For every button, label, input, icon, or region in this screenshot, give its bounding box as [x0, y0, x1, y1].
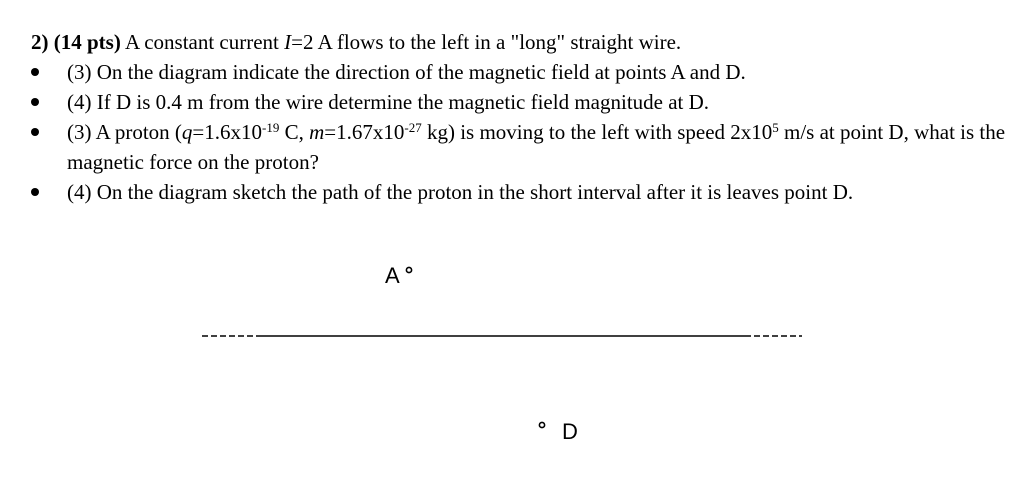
- point-a-label: A: [385, 263, 400, 288]
- subquestion-list: [31, 57, 1006, 207]
- subquestion-2-text: (4) If D is 0.4 m from the wire determine the magnetic field magnitude at D.: [67, 90, 710, 114]
- charge-variable: q: [181, 120, 193, 144]
- mass-variable: m: [309, 120, 325, 144]
- point-d-label: D: [562, 419, 578, 444]
- subquestion-3-text: (3) A proton ($q=1.6x10^{-19}$ C, $m=1.67x10^{-27}$ kg) is moving to the left with speed $2x10^5$ m/s at point D, what is the magnetic force on the proton?: [67, 120, 1006, 174]
- subquestion-2: [31, 87, 1006, 117]
- current-variable: I: [284, 30, 292, 54]
- problem-intro-b: =2 A flows to the left in a "long" straight wire.: [291, 30, 682, 54]
- mass-exponent: -27: [404, 120, 422, 135]
- problem-header: [31, 27, 1006, 57]
- point-d-marker: [539, 422, 544, 427]
- charge-exponent: -19: [262, 120, 280, 135]
- subquestion-4: [31, 177, 1006, 207]
- subquestion-1-text: (3) On the diagram indicate the direction of the magnetic field at points A and D.: [67, 60, 746, 84]
- bullet-icon: [31, 117, 67, 136]
- problem-2: [31, 27, 1006, 207]
- point-a-marker: [406, 267, 411, 272]
- subquestion-3: [31, 117, 1006, 177]
- subquestion-1: [31, 57, 1006, 87]
- bullet-icon: [31, 177, 67, 196]
- bullet-icon: [31, 57, 67, 76]
- problem-points: (14 pts): [53, 30, 121, 54]
- problem-intro-a: A constant current: [124, 30, 285, 54]
- subquestion-4-text: (4) On the diagram sketch the path of the proton in the short interval after it is leaves point D.: [67, 180, 854, 204]
- bullet-icon: [31, 87, 67, 106]
- speed-exponent: 5: [772, 120, 779, 135]
- problem-number: 2): [31, 30, 49, 54]
